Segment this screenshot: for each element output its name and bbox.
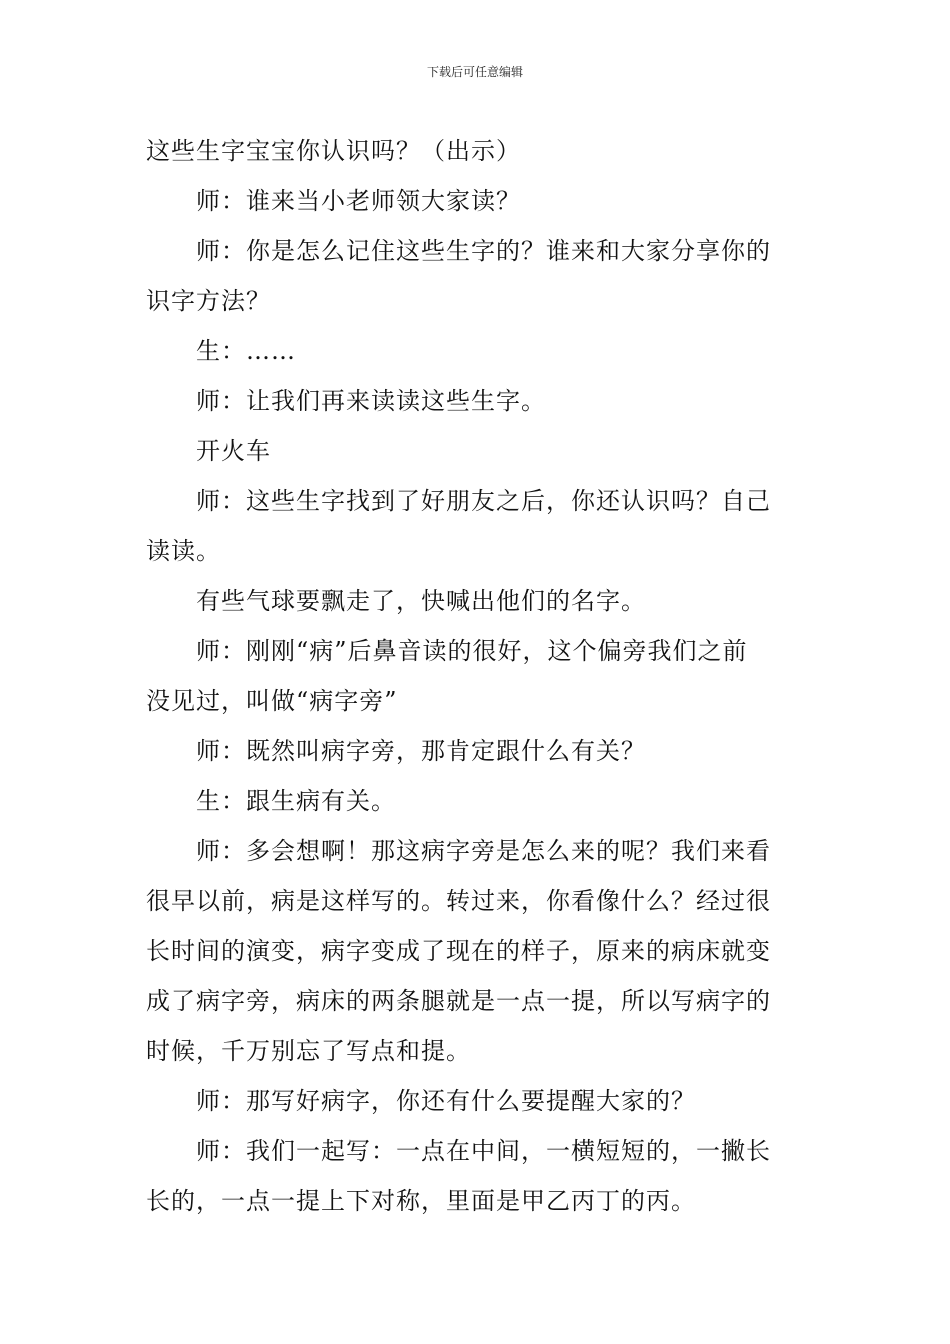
text-line: 长时间的演变，病字变成了现在的样子，原来的病床就变 bbox=[146, 937, 771, 965]
text-line: 师：让我们再来读读这些生字。 bbox=[196, 387, 546, 415]
text-line: 师：你是怎么记住这些生字的？谁来和大家分享你的 bbox=[196, 237, 771, 265]
text-line: 生：跟生病有关。 bbox=[196, 787, 396, 815]
text-line: 师：刚刚“病”后鼻音读的很好，这个偏旁我们之前 bbox=[196, 637, 748, 665]
text-line: 师：多会想啊！那这病字旁是怎么来的呢？我们来看 bbox=[196, 837, 771, 865]
text-line: 师：我们一起写：一点在中间，一横短短的，一撇长 bbox=[196, 1137, 771, 1165]
text-line: 读读。 bbox=[146, 537, 221, 565]
text-line: 时候，千万别忘了写点和提。 bbox=[146, 1037, 471, 1065]
text-line: 师：这些生字找到了好朋友之后，你还认识吗？自己 bbox=[196, 487, 771, 515]
text-line: 成了病字旁，病床的两条腿就是一点一提，所以写病字的 bbox=[146, 987, 771, 1015]
text-line: 开火车 bbox=[196, 437, 271, 465]
text-line: 师：谁来当小老师领大家读？ bbox=[196, 187, 521, 215]
text-line: 有些气球要飘走了，快喊出他们的名字。 bbox=[196, 587, 646, 615]
text-line: 这些生字宝宝你认识吗？（出示） bbox=[146, 137, 521, 165]
page-header: 下载后可任意编辑 bbox=[426, 65, 523, 79]
text-line: 很早以前，病是这样写的。转过来，你看像什么？经过很 bbox=[146, 887, 771, 915]
text-line: 识字方法？ bbox=[146, 287, 271, 315]
text-line: 生：…… bbox=[196, 337, 296, 365]
text-line: 没见过，叫做“病字旁” bbox=[146, 687, 398, 715]
document-body bbox=[146, 126, 816, 1226]
text-line: 师：既然叫病字旁，那肯定跟什么有关？ bbox=[196, 737, 646, 765]
text-line: 长的，一点一提上下对称，里面是甲乙丙丁的丙。 bbox=[146, 1187, 696, 1215]
text-line: 师：那写好病字，你还有什么要提醒大家的？ bbox=[196, 1087, 696, 1115]
